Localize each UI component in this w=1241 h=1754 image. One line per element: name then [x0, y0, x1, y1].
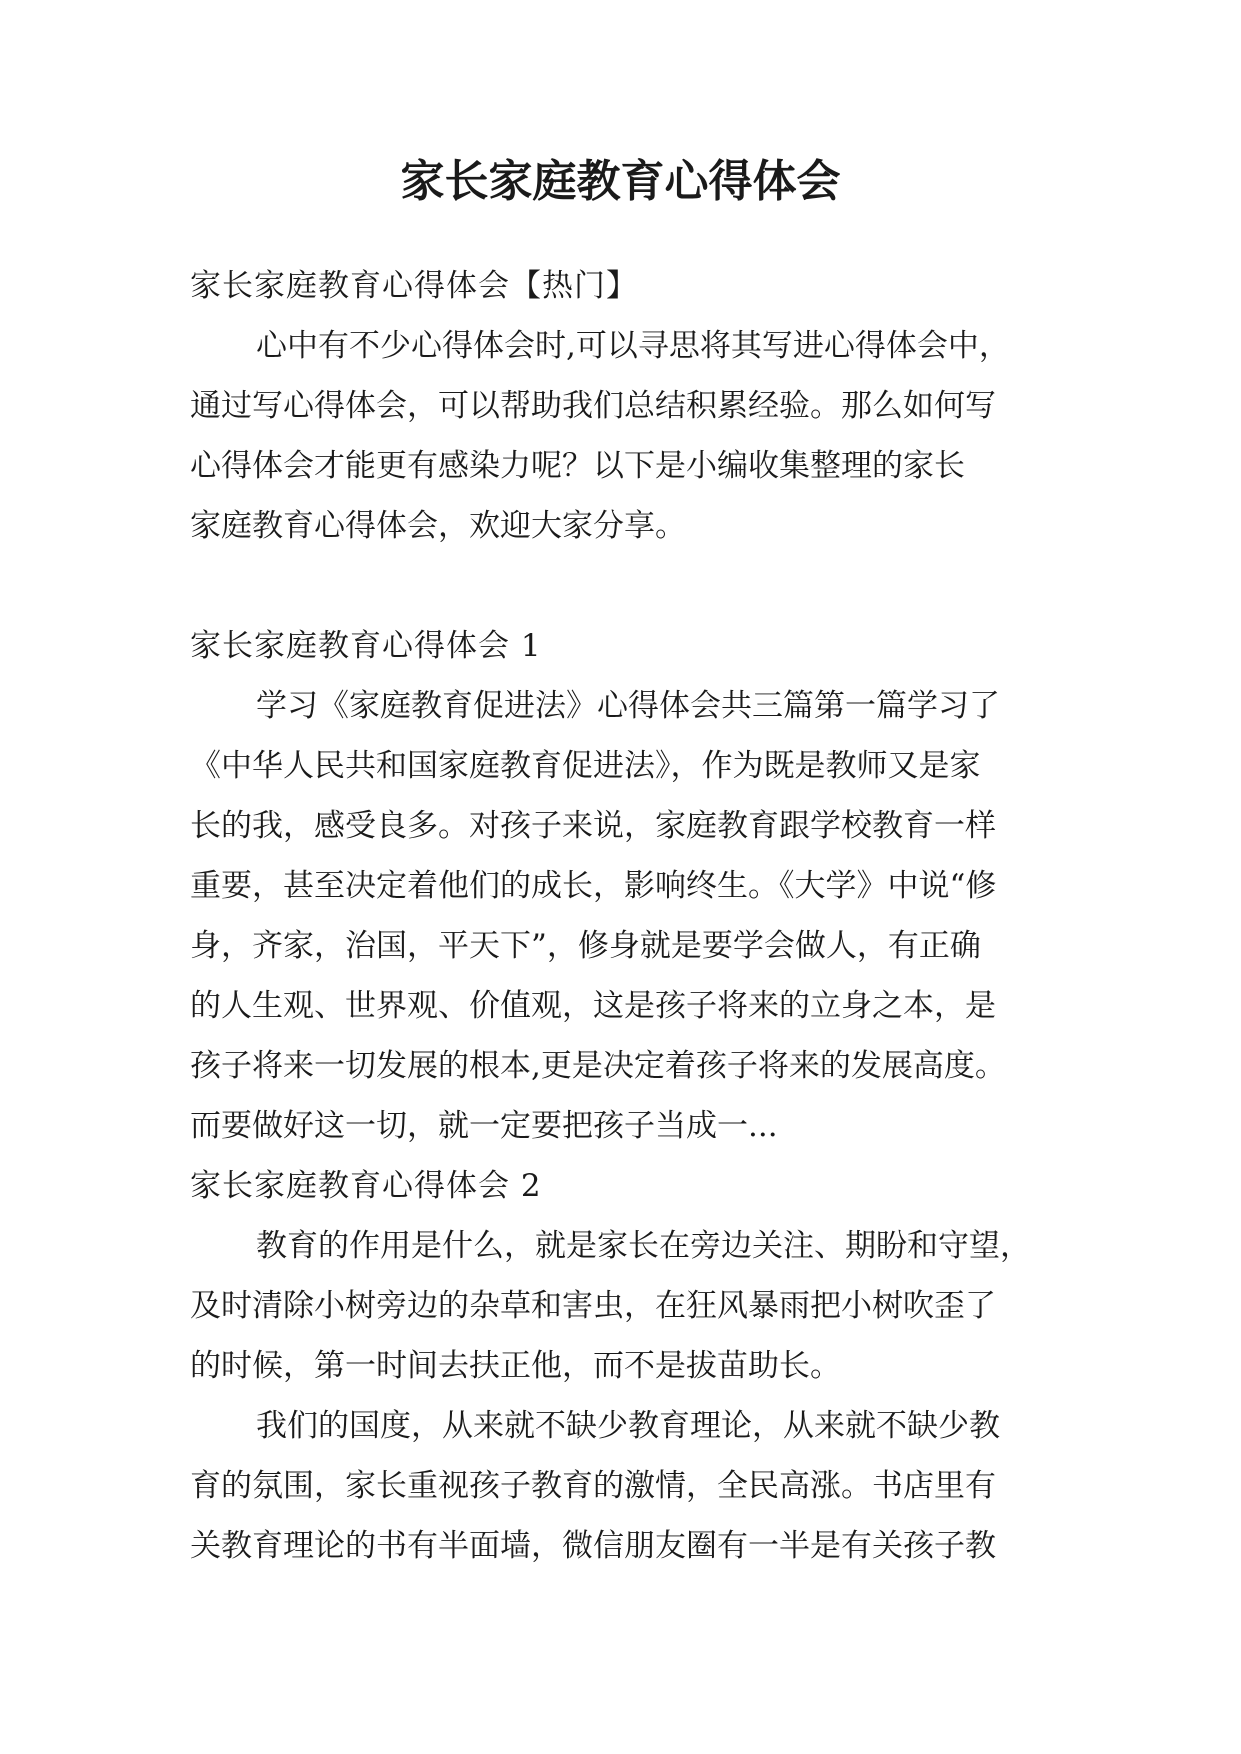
section-1-line: 孩子将来一切发展的根本,更是决定着孩子将来的发展高度。: [190, 1048, 1006, 1084]
section-1-line: 身，齐家，治国，平天下”，修身就是要学会做人，有正确: [190, 928, 981, 964]
section-1-line: 学习《家庭教育促进法》心得体会共三篇第一篇学习了: [256, 688, 1000, 724]
section-2-line: 我们的国度，从来就不缺少教育理论，从来就不缺少教: [256, 1408, 1000, 1444]
section-2-line: 教育的作用是什么，就是家长在旁边关注、期盼和守望，: [256, 1228, 1031, 1264]
section-2-line: 关教育理论的书有半面墙，微信朋友圈有一半是有关孩子教: [190, 1528, 996, 1564]
section-2-line: 的时候，第一时间去扶正他，而不是拔苗助长。: [190, 1348, 841, 1384]
section-2-line: 及时清除小树旁边的杂草和害虫，在狂风暴雨把小树吹歪了: [190, 1288, 996, 1324]
document-title: 家长家庭教育心得体会: [400, 156, 841, 207]
section-1-line: 的人生观、世界观、价值观，这是孩子将来的立身之本，是: [190, 988, 996, 1024]
intro-line: 心得体会才能更有感染力呢？以下是小编收集整理的家长: [190, 448, 965, 484]
section-1-line: 《中华人民共和国家庭教育促进法》，作为既是教师又是家: [190, 748, 981, 784]
intro-line: 通过写心得体会，可以帮助我们总结积累经验。那么如何写: [190, 388, 996, 424]
document-subtitle: 家长家庭教育心得体会【热门】: [190, 268, 638, 304]
section-1-heading: 家长家庭教育心得体会 1: [190, 628, 542, 664]
section-1-line: 长的我，感受良多。对孩子来说，家庭教育跟学校教育一样: [190, 808, 996, 844]
section-1-line: 而要做好这一切，就一定要把孩子当成一...: [190, 1108, 778, 1144]
section-2-line: 育的氛围，家长重视孩子教育的激情，全民高涨。书店里有: [190, 1468, 996, 1504]
intro-line: 家庭教育心得体会，欢迎大家分享。: [190, 508, 686, 544]
section-2-heading: 家长家庭教育心得体会 2: [190, 1168, 542, 1204]
intro-line: 心中有不少心得体会时,可以寻思将其写进心得体会中，: [256, 328, 1010, 364]
section-1-line: 重要，甚至决定着他们的成长，影响终生。《大学》中说“修: [190, 868, 997, 904]
